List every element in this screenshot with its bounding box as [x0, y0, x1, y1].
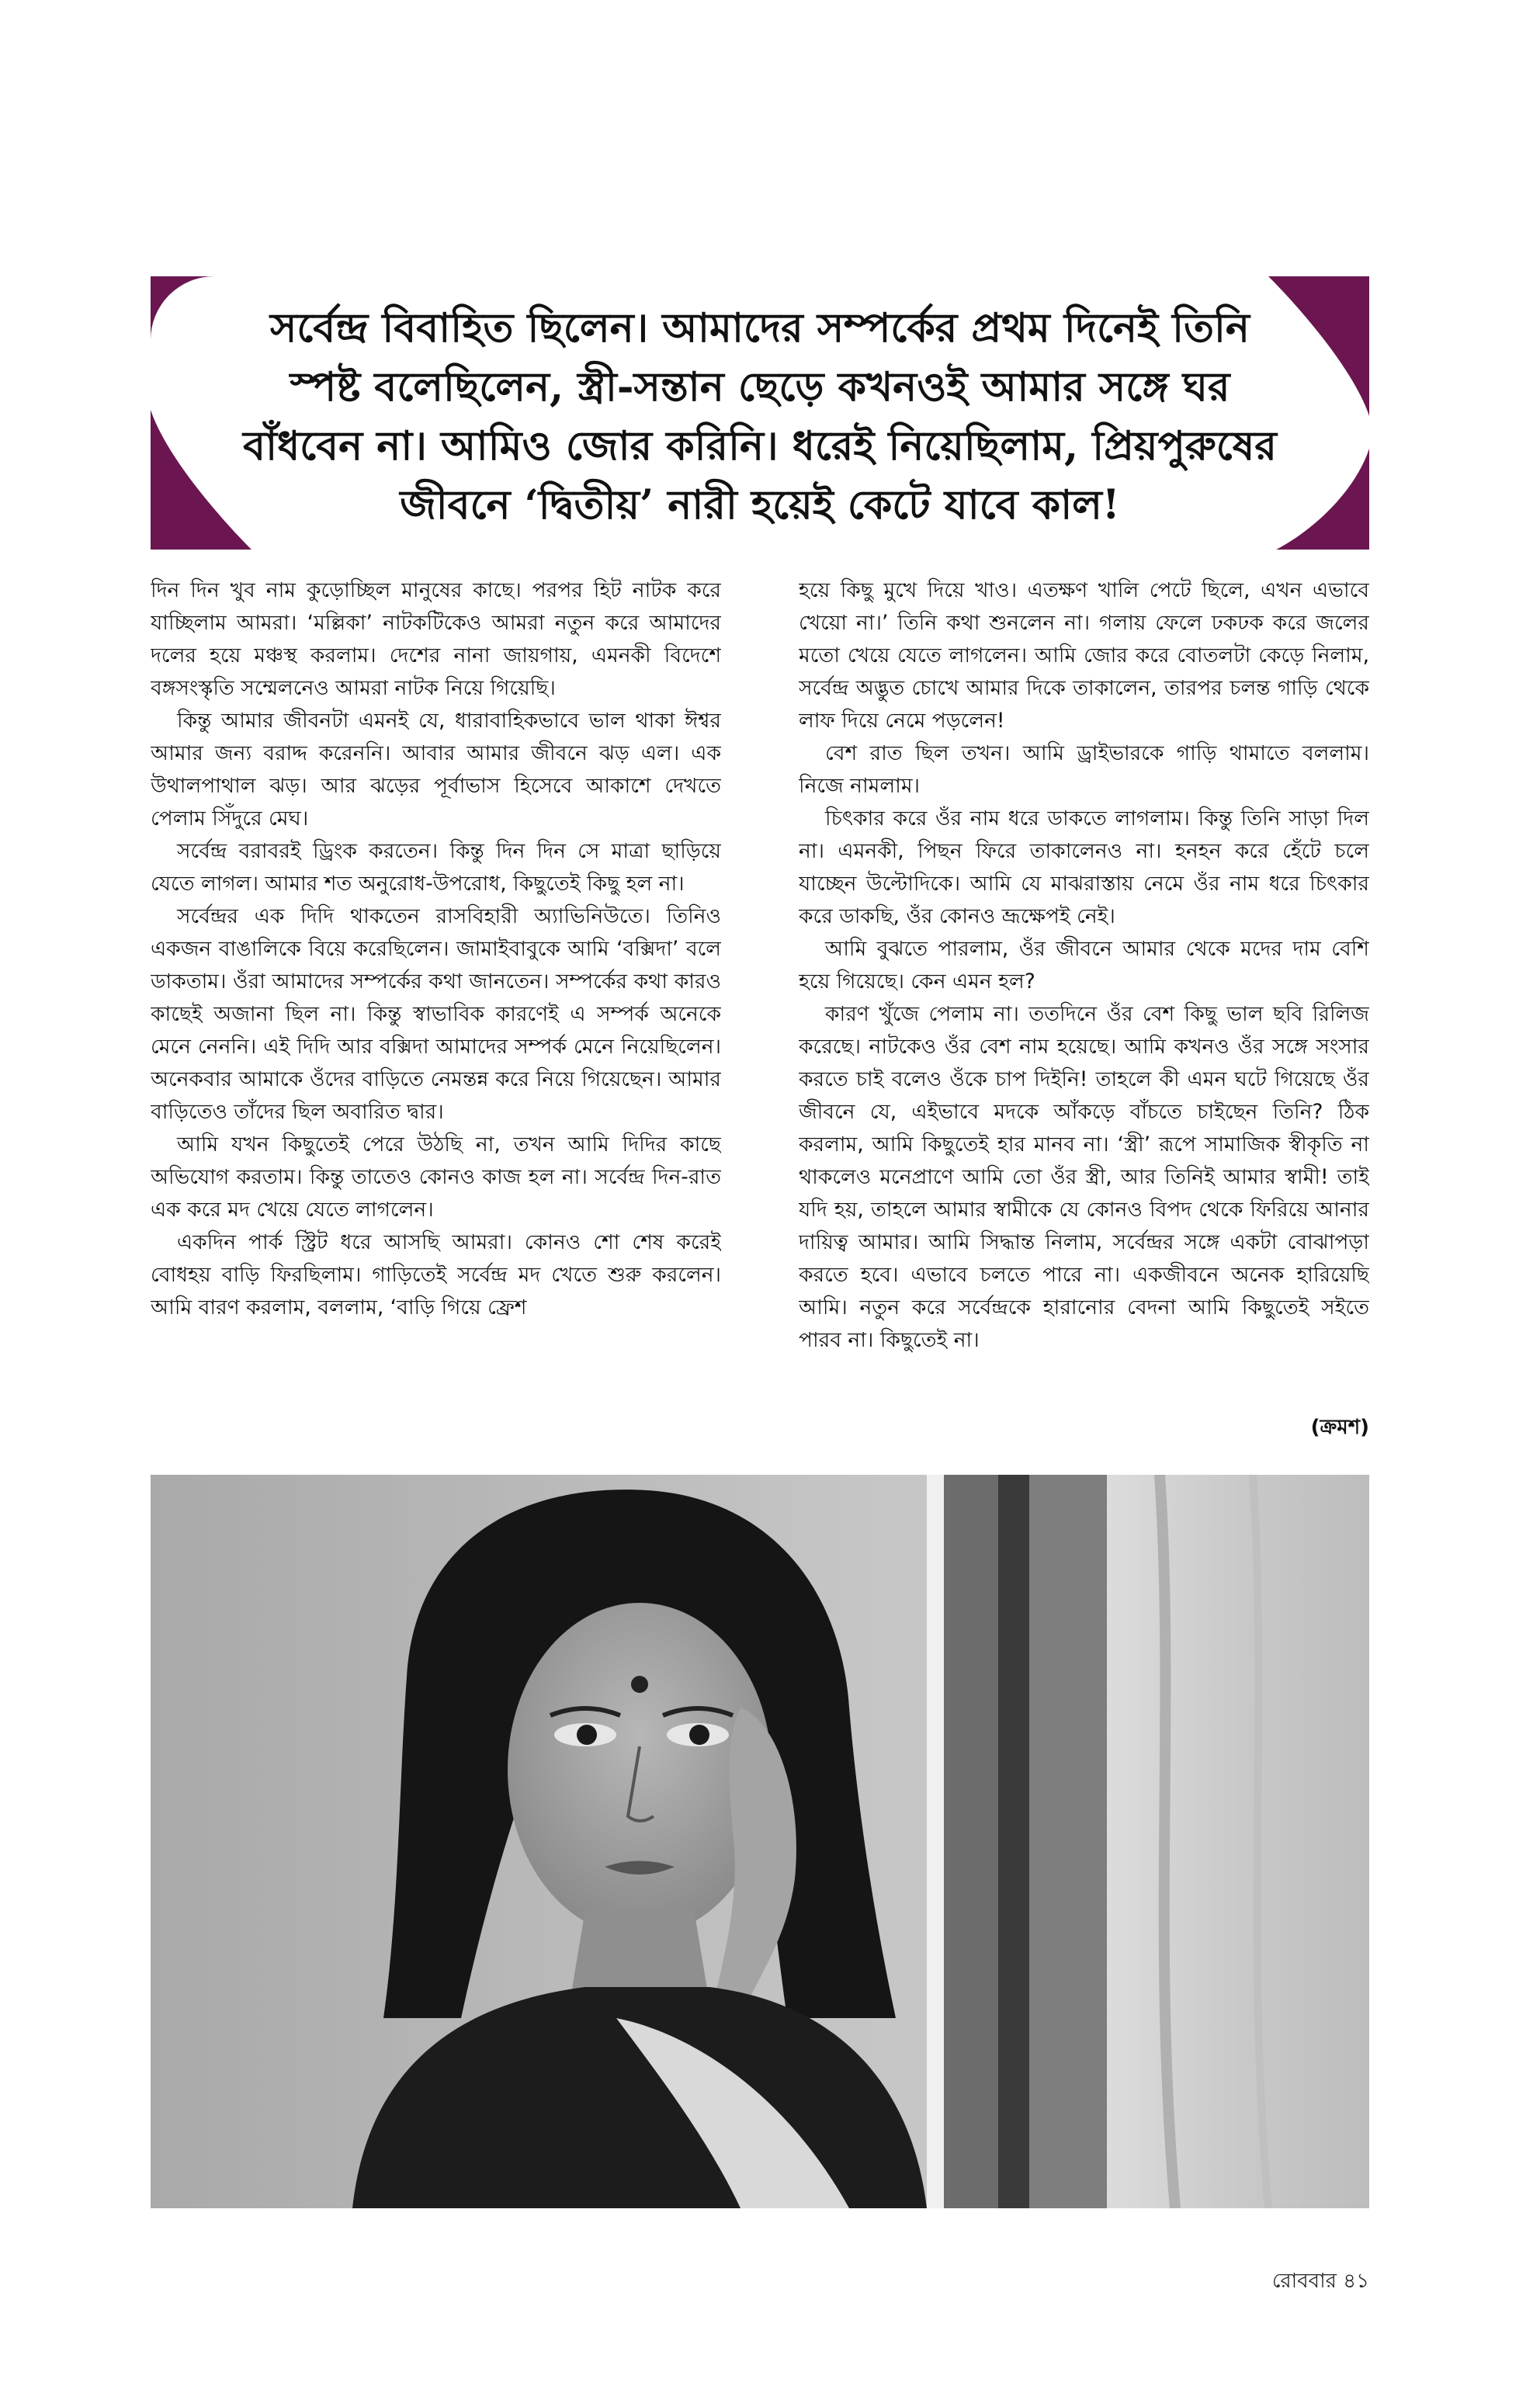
corner-ornament-top-left	[151, 276, 214, 340]
article-column-right	[799, 574, 1369, 1451]
paragraph: চিৎকার করে ওঁর নাম ধরে ডাকতে লাগলাম। কিন্তু তিনি সাড়া দিল না। এমনকী, পিছন ফিরে তাকালেনও না। হনহন করে হেঁটে চলে যাচ্ছেন উল্টোদিকে। আমি যে মাঝরাস্তায় নেমে ওঁর নাম ধরে চিৎকার করে ডাকছি, ওঁর কোনও ভ্রূক্ষেপই নেই।	[799, 806, 1369, 928]
paragraph: সর্বেন্দ্রর এক দিদি থাকতেন রাসবিহারী অ্যাভিনিউতে। তিনিও একজন বাঙালিকে বিয়ে করেছিলেন। জামাইবাবুকে আমি ‘বক্সিদা’ বলে ডাকতাম। ওঁরা আমাদের সম্পর্কের কথা জানতেন। সম্পর্কের কথা কারও কাছেই অজানা ছিল না। কিন্তু স্বাভাবিক কারণেই এ সম্পর্ক অনেকে মেনে নেননি। এই দিদি আর বক্সিদা আমাদের সম্পর্ক মেনে নিয়েছিলেন। অনেকবার আমাকে ওঁদের বাড়িতে নেমন্তন্ন করে নিয়ে গিয়েছেন। আমার বাড়িতেও তাঁদের ছিল অবারিত দ্বার।	[151, 904, 721, 1124]
paragraph: একদিন পার্ক স্ট্রিট ধরে আসছি আমরা। কোনও শো শেষ করেই বোধহয় বাড়ি ফিরছিলাম। গাড়িতেই সর্বেন্দ্র মদ খেতে শুরু করলেন। আমি বারণ করলাম, বললাম, ‘বাড়ি গিয়ে ফ্রেশ	[151, 1230, 721, 1320]
pull-quote-text: সর্বেন্দ্র বিবাহিত ছিলেন। আমাদের সম্পর্কের প্রথম দিনেই তিনি স্পষ্ট বলেছিলেন, স্ত্রী-সন্তান ছেড়ে কখনওই আমার সঙ্গে ঘর বাঁধবেন না। আমিও জোর করিনি। ধরেই নিয়েছিলাম, প্রিয়পুরুষের জীবনে ‘দ্বিতীয়’ নারী হয়েই কেটে যাবে কাল!	[243, 304, 1277, 529]
article-body	[151, 574, 1369, 1451]
paragraph: সর্বেন্দ্র বরাবরই ড্রিংক করতেন। কিন্তু দিন দিন সে মাত্রা ছাড়িয়ে যেতে লাগল। আমার শত অনুরোধ-উপরোধ, কিছুতেই কিছু হল না।	[151, 839, 721, 896]
paragraph: কারণ খুঁজে পেলাম না। ততদিনে ওঁর বেশ কিছু ভাল ছবি রিলিজ করেছে। নাটকেও ওঁর বেশ নাম হয়েছে। আমি কখনও ওঁর সঙ্গে সংসার করতে চাই বলেও ওঁকে চাপ দিইনি! তাহলে কী এমন ঘটে গিয়েছে ওঁর জীবনে যে, এইভাবে মদকে আঁকড়ে বাঁচতে চাইছেন তিনি? ঠিক করলাম, আমি কিছুতেই হার মানব না। ‘স্ত্রী’ রূপে সামাজিক স্বীকৃতি না থাকলেও মনেপ্রাণে আমি তো ওঁর স্ত্রী, আর তিনিই আমার স্বামী! তাই যদি হয়, তাহলে আমার স্বামীকে যে কোনও বিপদ থেকে ফিরিয়ে আনার দায়িত্ব আমার। আমি সিদ্ধান্ত নিলাম, সর্বেন্দ্রর সঙ্গে একটা বোঝাপড়া করতে হবে। এভাবে চলতে পারে না। একজীবনে অনেক হারিয়েছি আমি। নতুন করে সর্বেন্দ্রকে হারানোর বেদনা আমি কিছুতেই সইতে পারব না। কিছুতেই না।	[799, 1002, 1369, 1352]
paragraph: দিন দিন খুব নাম কুড়োচ্ছিল মানুষের কাছে। পরপর হিট নাটক করে যাচ্ছিলাম আমরা। ‘মল্লিকা’ নাটকটিকেও আমরা নতুন করে আমাদের দলের হয়ে মঞ্চস্থ করলাম। দেশের নানা জায়গায়, এমনকী বিদেশে বঙ্গসংস্কৃতি সম্মেলনেও আমরা নাটক নিয়ে গিয়েছি।	[151, 578, 721, 700]
paragraph: হয়ে কিছু মুখে দিয়ে খাও। এতক্ষণ খালি পেটে ছিলে, এখন এভাবে খেয়ো না।’ তিনি কথা শুনলেন না। গলায় ফেলে ঢকঢক করে জলের মতো খেয়ে যেতে লাগলেন। আমি জোর করে বোতলটা কেড়ে নিলাম, সর্বেন্দ্র অদ্ভুত চোখে আমার দিকে তাকালেন, তারপর চলন্ত গাড়ি থেকে লাফ দিয়ে নেমে পড়লেন!	[799, 578, 1369, 733]
actress-photo	[151, 1475, 1369, 2208]
paragraph: কিন্তু আমার জীবনটা এমনই যে, ধারাবাহিকভাবে ভাল থাকা ঈশ্বর আমার জন্য বরাদ্দ করেননি। আবার আমার জীবনে ঝড় এল। এক উথালপাথাল ঝড়। আর ঝড়ের পূর্বাভাস হিসেবে আকাশে দেখতে পেলাম সিঁদুরে মেঘ।	[151, 709, 721, 831]
continued-label: (ক্রমশ)	[1310, 1416, 1369, 1439]
article-column-left	[151, 574, 721, 1451]
paragraph: আমি বুঝতে পারলাম, ওঁর জীবনে আমার থেকে মদের দাম বেশি হয়ে গিয়েছে। কেন এমন হল?	[799, 937, 1369, 994]
paragraph: বেশ রাত ছিল তখন। আমি ড্রাইভারকে গাড়ি থামাতে বললাম। নিজে নামলাম।	[799, 741, 1369, 798]
page-folio: রোববার ৪১	[1271, 2270, 1369, 2293]
paragraph: আমি যখন কিছুতেই পেরে উঠছি না, তখন আমি দিদির কাছে অভিযোগ করতাম। কিন্তু তাতেও কোনও কাজ হল না। সর্বেন্দ্র দিন-রাত এক করে মদ খেয়ে যেতে লাগলেন।	[151, 1132, 721, 1222]
photo-illustration	[151, 1475, 1369, 2208]
pull-quote	[151, 276, 1369, 550]
